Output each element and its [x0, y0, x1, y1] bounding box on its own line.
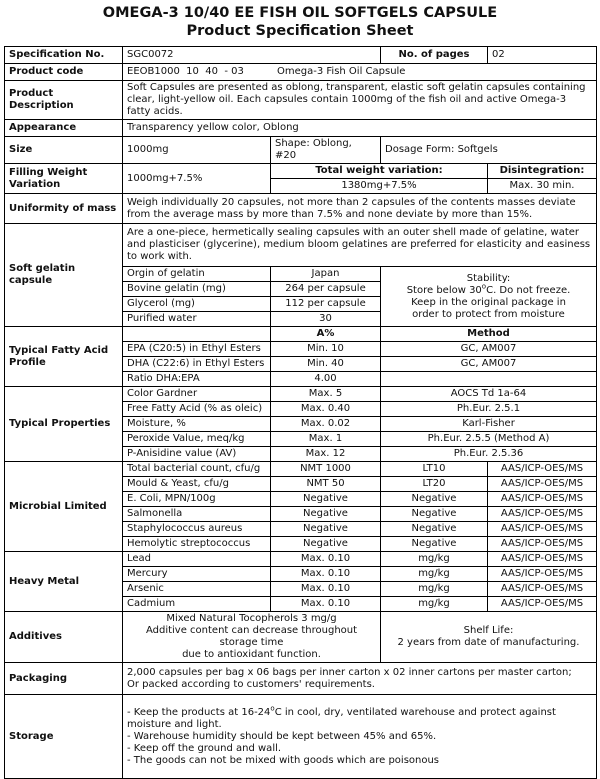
property-value: Max. 0.02 — [271, 417, 381, 432]
property-value: Max. 1 — [271, 432, 381, 447]
heavy-metal-method: AAS/ICP-OES/MS — [488, 552, 597, 567]
heavy-metal-value: Max. 0.10 — [271, 552, 381, 567]
stability-label: Stability: — [466, 272, 511, 284]
product-code-label: Product code — [5, 64, 123, 81]
storage-line-4: - The goods can not be mixed with goods which are poisonous — [127, 754, 440, 766]
microbial-unit: Negative — [381, 537, 488, 552]
disintegration-value: Max. 30 min. — [488, 179, 597, 194]
heavy-metal-method: AAS/ICP-OES/MS — [488, 567, 597, 582]
microbial-method: AAS/ICP-OES/MS — [488, 492, 597, 507]
shelf-life-value: 2 years from date of manufacturing. — [397, 637, 580, 648]
document-title: OMEGA-3 10/40 EE FISH OIL SOFTGELS CAPSULE — [102, 5, 498, 21]
fatty-acid-name: Ratio DHA:EPA — [123, 372, 271, 387]
property-method: Ph.Eur. 2.5.5 (Method A) — [381, 432, 597, 447]
storage-line-1 — [127, 704, 592, 731]
property-value: Max. 0.40 — [271, 402, 381, 417]
stability-line-3: order to protect from moisture — [412, 308, 565, 320]
storage-line-2: - Warehouse humidity should be kept between 45% and 65%. — [127, 730, 437, 742]
microbial-value: Negative — [271, 492, 381, 507]
heavy-metal-value: Max. 0.10 — [271, 597, 381, 612]
fatty-acid-col-a: A% — [271, 327, 381, 342]
document-header — [0, 0, 600, 40]
heavy-metal-label: Heavy Metal — [5, 552, 123, 612]
packaging-line-2: Or packed according to customers' requirements. — [127, 678, 375, 690]
packaging-row — [5, 663, 597, 695]
properties-label: Typical Properties — [5, 387, 123, 462]
heavy-metal-unit: mg/kg — [381, 567, 488, 582]
additives-cell — [123, 612, 381, 663]
stability-text-b: C. Do not freeze. — [486, 284, 571, 296]
gelatin-text: Are a one-piece, hermetically sealing capsules with an outer shell made of gelatine, water and plasticiser (glycerine), medium bloom gelatines are preferred for elasticity and easiness to work with. — [123, 224, 597, 267]
microbial-unit: Negative — [381, 507, 488, 522]
filling-label: Filling Weight Variation — [5, 164, 123, 194]
fatty-acid-value: Min. 10 — [271, 342, 381, 357]
heavy-metal-method: AAS/ICP-OES/MS — [488, 582, 597, 597]
disintegration-label: Disintegration: — [488, 164, 597, 179]
total-weight-label: Total weight variation: — [271, 164, 488, 179]
microbial-label: Microbial Limited — [5, 462, 123, 552]
shelf-life-cell — [381, 612, 597, 663]
microbial-method: AAS/ICP-OES/MS — [488, 522, 597, 537]
heavy-metal-value: Max. 0.10 — [271, 582, 381, 597]
microbial-method: AAS/ICP-OES/MS — [488, 462, 597, 477]
size-dosage: Dosage Form: Softgels — [381, 137, 597, 164]
additives-label: Additives — [5, 612, 123, 663]
description-label: Product Description — [5, 81, 123, 120]
microbial-name: Mould & Yeast, cfu/g — [123, 477, 271, 492]
fatty-acid-value: Min. 40 — [271, 357, 381, 372]
packaging-cell — [123, 663, 597, 695]
fatty-acid-method: GC, AM007 — [381, 357, 597, 372]
document-subtitle: Product Specification Sheet — [186, 23, 414, 39]
appearance-value: Transparency yellow color, Oblong — [123, 120, 597, 137]
storage-line-3: - Keep off the ground and wall. — [127, 742, 282, 754]
additives-row — [5, 612, 597, 663]
microbial-value: Negative — [271, 522, 381, 537]
storage-text-a: - Keep the products at 16-24 — [127, 706, 271, 718]
microbial-method: AAS/ICP-OES/MS — [488, 537, 597, 552]
heavy-metal-row — [5, 552, 597, 567]
size-value: 1000mg — [123, 137, 271, 164]
spec-no-label: Specification No. — [5, 47, 123, 64]
microbial-name: Salmonella — [123, 507, 271, 522]
size-label: Size — [5, 137, 123, 164]
product-code-value — [123, 64, 597, 81]
uniformity-label: Uniformity of mass — [5, 194, 123, 224]
microbial-name: Staphylococcus aureus — [123, 522, 271, 537]
fatty-acid-name: EPA (C20:5) in Ethyl Esters — [123, 342, 271, 357]
packaging-label: Packaging — [5, 663, 123, 695]
description-text: Soft Capsules are presented as oblong, transparent, elastic soft gelatin capsules containing clear, light-yellow oil. Each capsules contain 1000mg of the fish oil and active Omega-3 fatty acids. — [123, 81, 597, 120]
fatty-acid-name: DHA (C22:6) in Ethyl Esters — [123, 357, 271, 372]
microbial-method: AAS/ICP-OES/MS — [488, 477, 597, 492]
property-name: Peroxide Value, meq/kg — [123, 432, 271, 447]
spec-no-row — [5, 47, 597, 64]
size-row — [5, 137, 597, 164]
specification-table — [4, 46, 597, 779]
uniformity-row — [5, 194, 597, 224]
property-method: Ph.Eur. 2.5.1 — [381, 402, 597, 417]
shelf-life-label: Shelf Life: — [463, 625, 514, 636]
microbial-name: Total bacterial count, cfu/g — [123, 462, 271, 477]
heavy-metal-name: Mercury — [123, 567, 271, 582]
uniformity-text: Weigh individually 20 capsules, not more than 2 capsules of the contents masses deviate from the average mass by more than 7.5% and none deviate by more than 15%. — [123, 194, 597, 224]
heavy-metal-name: Lead — [123, 552, 271, 567]
size-shape: Shape: Oblong, #20 — [271, 137, 381, 164]
microbial-value: NMT 50 — [271, 477, 381, 492]
heavy-metal-name: Arsenic — [123, 582, 271, 597]
fatty-acid-header-row — [5, 327, 597, 342]
product-code: EEOB1000 10 40 - 03 — [127, 66, 244, 77]
degree-symbol: o — [481, 282, 487, 291]
heavy-metal-method: AAS/ICP-OES/MS — [488, 597, 597, 612]
additives-line-1: Mixed Natural Tocopherols 3 mg/g — [166, 613, 337, 624]
fatty-acid-value: 4.00 — [271, 372, 381, 387]
storage-cell — [123, 695, 597, 779]
gelatin-item-name: Bovine gelatin (mg) — [123, 282, 271, 297]
appearance-row — [5, 120, 597, 137]
microbial-row — [5, 462, 597, 477]
microbial-unit: LT20 — [381, 477, 488, 492]
total-weight-value: 1380mg+7.5% — [271, 179, 488, 194]
microbial-value: Negative — [271, 537, 381, 552]
microbial-name: Hemolytic streptococcus — [123, 537, 271, 552]
product-name: Omega-3 Fish Oil Capsule — [277, 66, 406, 77]
gelatin-item-value: Japan — [271, 267, 381, 282]
fatty-acid-method — [381, 372, 597, 387]
microbial-unit: Negative — [381, 522, 488, 537]
fatty-acid-method: GC, AM007 — [381, 342, 597, 357]
heavy-metal-unit: mg/kg — [381, 597, 488, 612]
gelatin-item-name: Orgin of gelatin — [123, 267, 271, 282]
microbial-value: Negative — [271, 507, 381, 522]
stability-line-1 — [385, 282, 592, 297]
gelatin-item-name: Glycerol (mg) — [123, 297, 271, 312]
heavy-metal-unit: mg/kg — [381, 552, 488, 567]
appearance-label: Appearance — [5, 120, 123, 137]
properties-row — [5, 387, 597, 402]
microbial-name: E. Coli, MPN/100g — [123, 492, 271, 507]
packaging-line-1: 2,000 capsules per bag x 06 bags per inner carton x 02 inner cartons per master carton; — [127, 666, 572, 678]
property-name: Free Fatty Acid (% as oleic) — [123, 402, 271, 417]
heavy-metal-unit: mg/kg — [381, 582, 488, 597]
description-row — [5, 81, 597, 120]
additives-line-3: due to antioxidant function. — [182, 649, 321, 660]
pages-value: 02 — [488, 47, 597, 64]
microbial-unit: LT10 — [381, 462, 488, 477]
property-name: P-Anisidine value (AV) — [123, 447, 271, 462]
microbial-value: NMT 1000 — [271, 462, 381, 477]
filling-value: 1000mg+7.5% — [123, 164, 271, 194]
property-method: Ph.Eur. 2.5.36 — [381, 447, 597, 462]
storage-row — [5, 695, 597, 779]
property-method: Karl-Fisher — [381, 417, 597, 432]
property-name: Moisture, % — [123, 417, 271, 432]
heavy-metal-value: Max. 0.10 — [271, 567, 381, 582]
property-name: Color Gardner — [123, 387, 271, 402]
microbial-unit: Negative — [381, 492, 488, 507]
heavy-metal-name: Cadmium — [123, 597, 271, 612]
stability-line-2: Keep in the original package in — [411, 296, 566, 308]
product-code-row — [5, 64, 597, 81]
filling-row-1 — [5, 164, 597, 179]
fatty-acid-col-method: Method — [381, 327, 597, 342]
pages-label: No. of pages — [381, 47, 488, 64]
stability-cell — [381, 267, 597, 327]
fatty-acid-label: Typical Fatty Acid Profile — [5, 327, 123, 387]
gelatin-row-text — [5, 224, 597, 267]
property-value: Max. 12 — [271, 447, 381, 462]
gelatin-item-value: 112 per capsule — [271, 297, 381, 312]
property-value: Max. 5 — [271, 387, 381, 402]
spec-no-value: SGC0072 — [123, 47, 381, 64]
gelatin-item-value: 30 — [271, 312, 381, 327]
gelatin-label: Soft gelatin capsule — [5, 224, 123, 327]
storage-label: Storage — [5, 695, 123, 779]
gelatin-item-name: Purified water — [123, 312, 271, 327]
fatty-acid-blank — [123, 327, 271, 342]
property-method: AOCS Td 1a-64 — [381, 387, 597, 402]
storage-text-b: C in cool, dry, ventilated warehouse and protect against moisture and light. — [127, 706, 556, 730]
degree-symbol: o — [270, 704, 275, 713]
microbial-method: AAS/ICP-OES/MS — [488, 507, 597, 522]
additives-line-2: Additive content can decrease throughout storage time — [145, 625, 358, 648]
stability-text-a: Store below 30 — [406, 284, 482, 296]
gelatin-item-value: 264 per capsule — [271, 282, 381, 297]
